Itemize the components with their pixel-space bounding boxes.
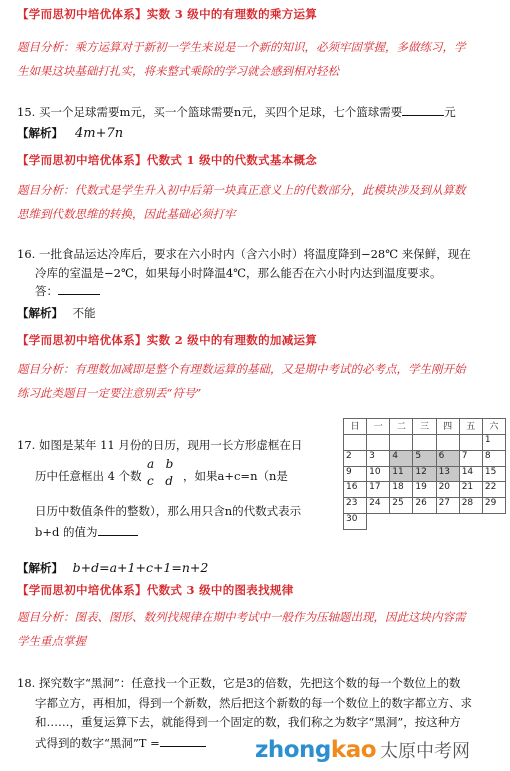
s14-analysis-line1: 题目分析：乘方运算对于新初一学生来说是一个新的知识，必须牢固掌握，多做练习，学 bbox=[17, 40, 466, 54]
q16-answer-prompt: 答： bbox=[35, 284, 58, 298]
calendar-day bbox=[459, 434, 482, 450]
q17-letter-b: b bbox=[165, 457, 174, 471]
calendar-header: 五 bbox=[459, 419, 482, 435]
watermark-site-name: 太原中考网 bbox=[380, 741, 471, 762]
q18-line4-text: 式得到的数字“黑洞”T = bbox=[35, 736, 160, 750]
q18-line3: 和……，重复运算下去，就能得到一个固定的数，我们称之为数字“黑洞”，按这种方 bbox=[35, 715, 461, 729]
q16-line1: 16. 一批食品运达冷库后，要求在六小时内（含六小时）将温度降到−28℃ 来保鲜，现在 bbox=[17, 247, 471, 261]
calendar-day bbox=[390, 434, 413, 450]
calendar-day-selected: 5 bbox=[413, 450, 436, 466]
calendar-day: 25 bbox=[390, 498, 413, 514]
calendar-day-selected: 12 bbox=[413, 466, 436, 482]
q17-line4-text: b+d 的值为 bbox=[35, 525, 98, 539]
q15-answer: 4m+7n bbox=[75, 126, 124, 141]
calendar-day bbox=[413, 434, 436, 450]
calendar-day: 17 bbox=[367, 482, 390, 498]
q15-answer-row bbox=[17, 125, 123, 141]
q15-answer-blank bbox=[402, 105, 444, 116]
calendar-day: 21 bbox=[459, 482, 482, 498]
calendar-day-empty bbox=[367, 514, 390, 530]
calendar-day: 9 bbox=[344, 466, 367, 482]
calendar-day: 2 bbox=[344, 450, 367, 466]
s14-system-tag: 【学而思初中培优体系】实数 3 级中的有理数的乘方运算 bbox=[17, 7, 318, 21]
calendar-day: 7 bbox=[459, 450, 482, 466]
q18-answer-blank bbox=[160, 736, 206, 747]
calendar-week-row bbox=[344, 498, 506, 514]
calendar-day: 27 bbox=[436, 498, 459, 514]
q15-system-tag: 【学而思初中培优体系】代数式 1 级中的代数式基本概念 bbox=[17, 153, 318, 167]
q17-system-tag: 【学而思初中培优体系】代数式 3 级中的图表找规律 bbox=[17, 583, 294, 597]
calendar-header: 日 bbox=[344, 419, 367, 435]
calendar-day: 22 bbox=[482, 482, 505, 498]
q17-answer: b+d=a+1+c+1=n+2 bbox=[72, 560, 209, 575]
q17-analysis-line1: 题目分析：图表、图形、数列找规律在期中考试中一般作为压轴题出现，因此这块内容需 bbox=[17, 610, 466, 624]
q18-line2: 字都立方，再相加，得到一个新数，然后把这个新数的每一个数位上的数字都立方、求 bbox=[35, 696, 472, 710]
calendar-day-empty bbox=[459, 514, 482, 530]
calendar-week-row bbox=[344, 514, 506, 530]
q17-letter-grid bbox=[147, 456, 173, 490]
q18-line4 bbox=[35, 735, 206, 751]
q16-answer: 不能 bbox=[72, 306, 96, 320]
calendar-week-row bbox=[344, 482, 506, 498]
calendar-day: 1 bbox=[482, 434, 505, 450]
calendar-day: 29 bbox=[482, 498, 505, 514]
calendar-day: 28 bbox=[459, 498, 482, 514]
calendar-table bbox=[343, 418, 506, 530]
q16-answer-row bbox=[17, 305, 96, 321]
q16-answer-label: 【解析】 bbox=[17, 306, 63, 320]
q15-analysis-line1: 题目分析：代数式是学生升入初中后第一块真正意义上的代数部分，此模块涉及到从算数 bbox=[17, 183, 466, 197]
calendar-day-empty bbox=[413, 514, 436, 530]
calendar-day-empty bbox=[436, 514, 459, 530]
calendar-day: 19 bbox=[413, 482, 436, 498]
calendar-week-row bbox=[344, 450, 506, 466]
calendar-day bbox=[436, 434, 459, 450]
calendar-week-row bbox=[344, 434, 506, 450]
calendar-day-empty bbox=[390, 514, 413, 530]
zhongkao-watermark-logo bbox=[255, 737, 505, 767]
calendar-day bbox=[367, 434, 390, 450]
calendar-day: 15 bbox=[482, 466, 505, 482]
calendar-day: 23 bbox=[344, 498, 367, 514]
calendar-day: 10 bbox=[367, 466, 390, 482]
q17-answer-row bbox=[17, 560, 208, 576]
calendar-day: 30 bbox=[344, 514, 367, 530]
calendar-header: 四 bbox=[436, 419, 459, 435]
calendar-day-selected: 4 bbox=[390, 450, 413, 466]
q15-text: 15. 买一个足球需要m元，买一个篮球需要n元，买四个足球，七个篮球需要 bbox=[17, 105, 403, 119]
q16-answer-prompt-row bbox=[35, 283, 100, 299]
calendar-day-selected: 11 bbox=[390, 466, 413, 482]
s14-analysis-line2: 生如果这块基础打扎实，将来整式乘除的学习就会感到相对轻松 bbox=[17, 64, 339, 78]
q18-line1: 18. 探究数字“黑洞”：任意找一个正数，它是3的倍数，先把这个数的每一个数位上的数 bbox=[17, 676, 461, 690]
calendar-week-row bbox=[344, 466, 506, 482]
calendar-day bbox=[344, 434, 367, 450]
q16-system-tag: 【学而思初中培优体系】实数 2 级中的有理数的加减运算 bbox=[17, 333, 318, 347]
calendar-day-selected: 13 bbox=[436, 466, 459, 482]
q17-analysis-line2: 学生重点掌握 bbox=[17, 634, 86, 648]
q17-answer-blank bbox=[98, 525, 138, 536]
q17-answer-label: 【解析】 bbox=[17, 561, 63, 575]
calendar-day-empty bbox=[482, 514, 505, 530]
q17-letter-c: c bbox=[147, 474, 154, 488]
q15-question bbox=[17, 104, 456, 120]
q17-line3: 日历中数值条件的整数），那么用只含n的代数式表示 bbox=[35, 504, 302, 518]
calendar-day: 14 bbox=[459, 466, 482, 482]
q17-line2-end: ，如果a+c=n（n是 bbox=[183, 469, 288, 483]
calendar-header: 一 bbox=[367, 419, 390, 435]
q16-answer-blank bbox=[58, 284, 100, 295]
calendar-header: 六 bbox=[482, 419, 505, 435]
calendar-day: 20 bbox=[436, 482, 459, 498]
q17-letter-d: d bbox=[165, 474, 173, 488]
calendar-day: 24 bbox=[367, 498, 390, 514]
calendar-day-selected: 6 bbox=[436, 450, 459, 466]
q17-line2 bbox=[35, 468, 142, 484]
q17-line1: 17. 如图是某年 11 月份的日历，现用一长方形虚框在日 bbox=[17, 438, 303, 452]
watermark-brand-zhong: zhong bbox=[255, 737, 331, 763]
calendar-day: 8 bbox=[482, 450, 505, 466]
calendar-day: 16 bbox=[344, 482, 367, 498]
q15-analysis-line2: 思维到代数思维的转换，因此基础必须打牢 bbox=[17, 207, 236, 221]
q15-unit: 元 bbox=[444, 105, 456, 119]
q16-analysis-line1: 题目分析：有理数加减即是整个有理数运算的基础，又是期中考试的必考点，学生刚开始 bbox=[17, 362, 466, 376]
calendar-day: 18 bbox=[390, 482, 413, 498]
calendar-header: 三 bbox=[413, 419, 436, 435]
q17-letter-a: a bbox=[147, 457, 155, 471]
q16-line2: 冷库的室温是−2℃，如果每小时降温4℃，那么能否在六小时内达到温度要求。 bbox=[35, 266, 442, 280]
calendar-header: 二 bbox=[390, 419, 413, 435]
calendar-header-row bbox=[344, 419, 506, 435]
q17-line4 bbox=[35, 524, 138, 540]
watermark-brand-kao: kao bbox=[330, 737, 377, 763]
q17-line2-start: 历中任意框出 4 个数 bbox=[35, 469, 142, 483]
q15-answer-label: 【解析】 bbox=[17, 126, 63, 140]
calendar-day: 3 bbox=[367, 450, 390, 466]
q16-analysis-line2: 练习此类题目一定要注意别丢“符号” bbox=[17, 386, 202, 400]
calendar-day: 26 bbox=[413, 498, 436, 514]
